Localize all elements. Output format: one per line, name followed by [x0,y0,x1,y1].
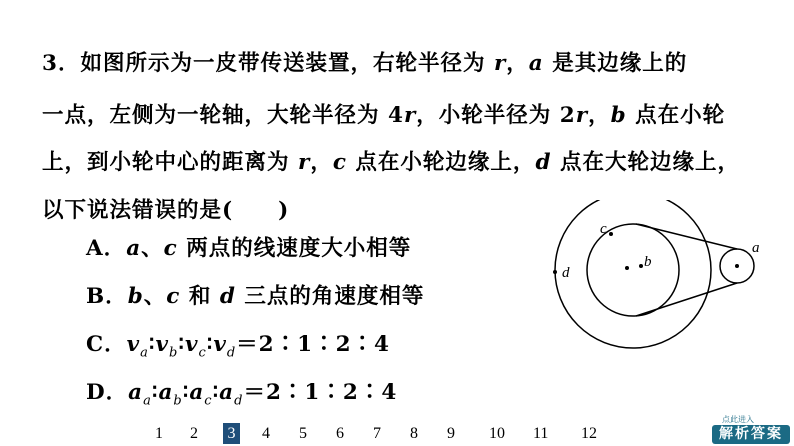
page-6[interactable]: 6 [336,425,344,442]
point-a-dot [735,264,739,268]
belt-top [636,224,737,249]
big-wheel [555,200,711,348]
page-2[interactable]: 2 [190,425,198,442]
label-b: b [644,254,652,270]
point-b-dot [639,264,643,268]
label-d: d [562,265,570,281]
point-c-dot [609,232,613,236]
page-8[interactable]: 8 [410,425,418,442]
page-12[interactable]: 12 [581,425,597,442]
page-1[interactable]: 1 [155,425,163,442]
question-line-2: 一点，左侧为一轮轴，大轮半径为 4r，小轮半径为 2r，b 点在小轮 [42,103,726,128]
page-3-current[interactable]: 3 [223,423,240,444]
belt-diagram [540,200,794,410]
page-9[interactable]: 9 [447,425,455,442]
option-a[interactable]: A．a、c 两点的线速度大小相等 [86,236,412,261]
question-line-1: 3．如图所示为一皮带传送装置，右轮半径为 r，a 是其边缘上的 [42,51,688,76]
question-line-4: 以下说法错误的是( ) [42,198,290,223]
enter-hint-label: 点此进入 [722,415,754,424]
small-wheel [587,224,679,316]
option-d[interactable]: D．$a_a∶a_b∶a_c∶a_d=2∶1∶2∶4$ [86,380,398,409]
page-10[interactable]: 10 [489,425,505,442]
option-b[interactable]: B．b、c 和 d 三点的角速度相等 [86,284,425,309]
question-line-3: 上，到小轮中心的距离为 r，c 点在小轮边缘上，d 点在大轮边缘上， [42,150,740,175]
center-dot [625,266,629,270]
page-11[interactable]: 11 [533,425,549,442]
label-a: a [752,240,760,256]
label-c: c [600,221,607,237]
view-answer-button[interactable]: 解析答案 [712,425,790,444]
page-7[interactable]: 7 [373,425,381,442]
belt-bottom [636,283,737,316]
option-c[interactable]: C．$v_a∶v_b∶v_c∶v_d=2∶1∶2∶4$ [86,332,390,361]
point-d-dot [553,270,557,274]
page-5[interactable]: 5 [299,425,307,442]
page-navigator [0,423,794,445]
page-4[interactable]: 4 [262,425,270,442]
